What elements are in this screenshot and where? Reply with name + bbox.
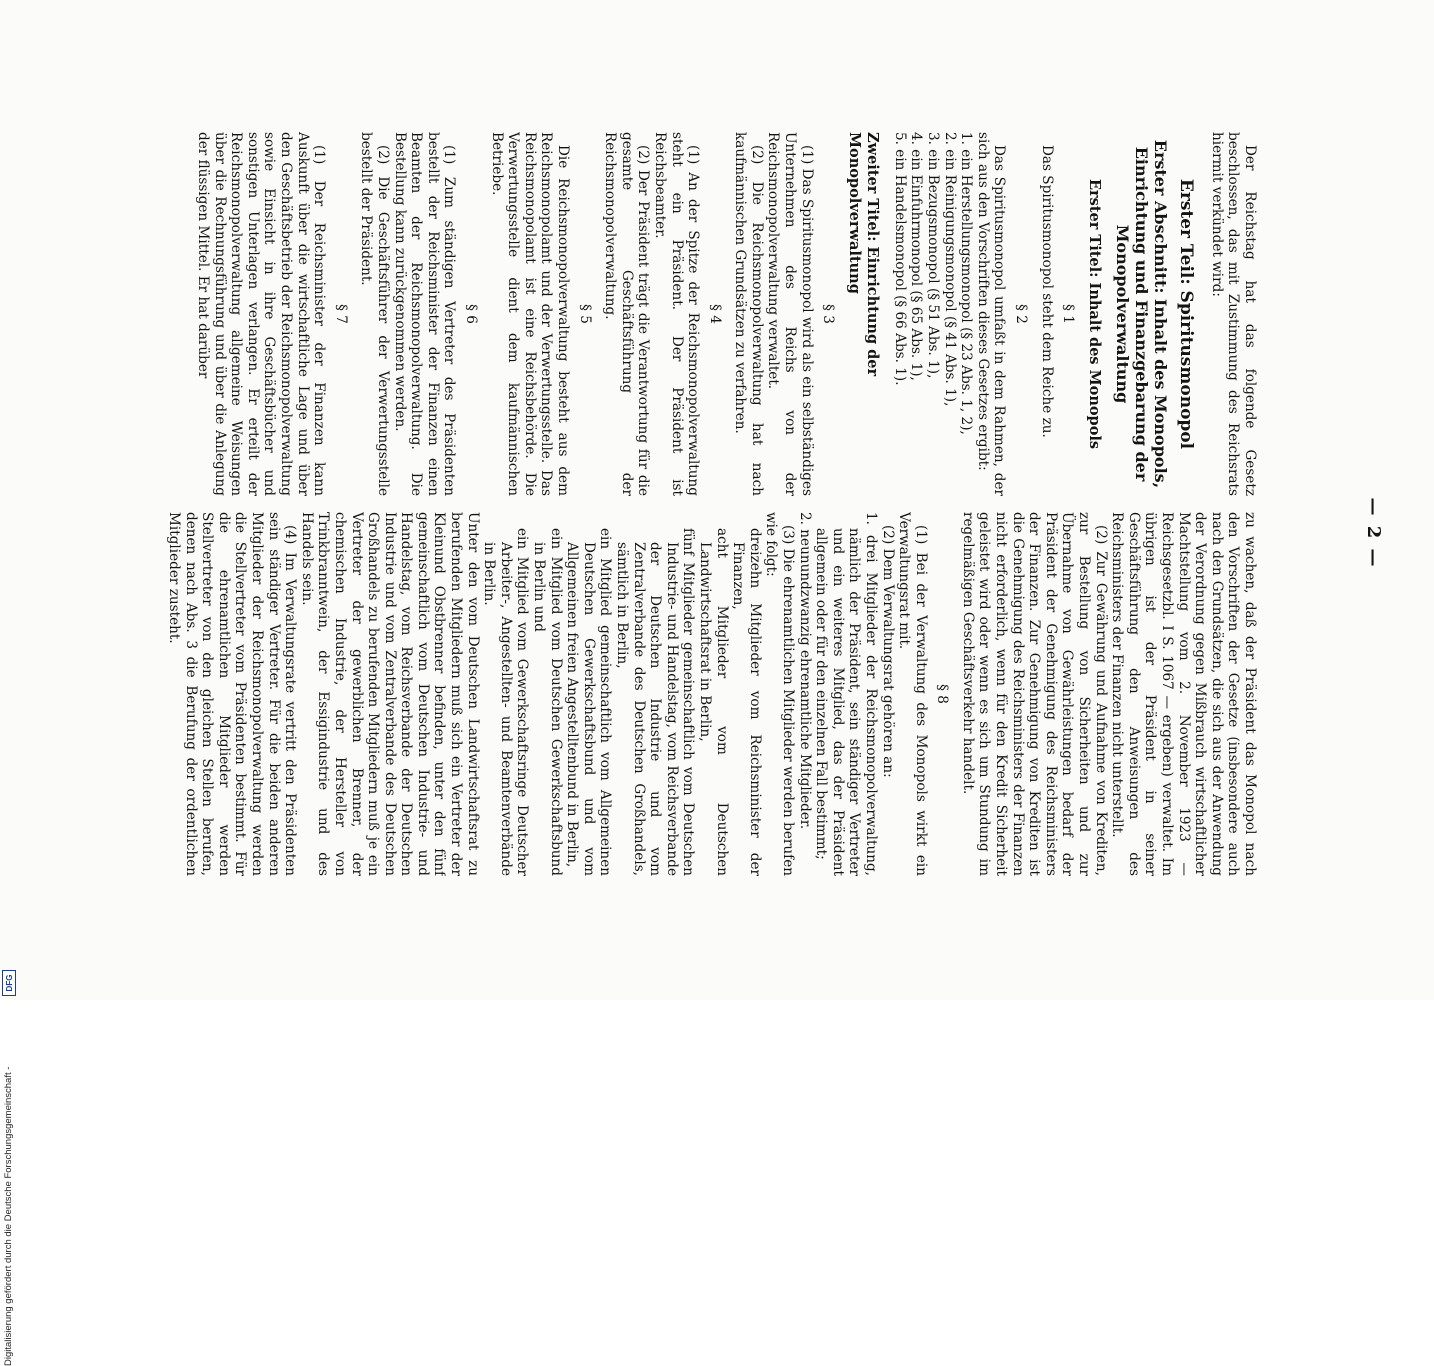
list-item: 5. ein Handelsmonopol (§ 66 Abs. 1). [891, 132, 908, 386]
section-8-paragraph: (2) Dem Verwaltungsrat gehören an: [879, 525, 896, 778]
section-heading: Erster Abschnitt: Inhalt des Monopols, Einrichtung und Finanzgebarung der Monopolverwaltung [1113, 139, 1171, 489]
list-item: 3. ein Bezugsmonopol (§ 51 Abs. 1), [925, 132, 942, 379]
continued-paragraph: (2) Zur Gewährung und Aufnahme von Krediten, zur Bestellung von Sicherheiten und zur Übernahme von Gewährleistungen bedarf der Präsident der Genehmigung des Reichsministers der Finanzen. Zur Genehmigung von Krediten ist die Genehmigung des Reichsministers der Finanzen nicht erforderlich, wenn für den Kredit Sicherheit geleistet wird oder wenn es sich um Stundung im regelmäßigen Geschäftsverkehr handelt. [959, 512, 1109, 876]
dfg-logo-text: DFG [5, 974, 14, 992]
member-item: acht Mitglieder vom Deutschen Landwirtschaftsrat in Berlin, [697, 528, 730, 876]
section-7-heading: § 7 [332, 304, 349, 324]
section-8-paragraph: (4) Im Verwaltungsrate vertritt den Präsidenten sein ständiger Vertreter. Für die beiden anderen Mitglieder der Reichsmonopolverwaltung werden die Stellvertreter vom Präsidenten bestimmt. Für die ehrenamtlichen Mitglieder werden Stellvertreter von den gleichen Stellen berufen, denen nach Abs. 3 die Berufung der ordentlichen Mitglieder zusteht. [166, 512, 299, 876]
section-6-paragraph: (1) Zum ständigen Vertreter des Präsidenten bestellt der Reichsminister der Finanzen einen Beamten der Reichsmonopolverwaltung. Die Bestellung kann zurückgenommen werden. [391, 132, 458, 496]
list-item: 2. neunundzwanzig ehrenamtliche Mitglieder. [796, 512, 813, 830]
section-5-paragraph: Die Reichsmonopolverwaltung besteht aus dem Reichsmonopolamt und der Verwertungsstelle. Das Reichsmonopolamt ist eine Reichsbehörde. Die Verwertungsstelle dient dem kaufmännischen Betriebe. [488, 132, 571, 496]
section-1-heading: § 1 [1060, 304, 1077, 324]
section-3-paragraph: (1) Das Spiritusmonopol wird als ein selbständiges Unternehmen des Reichs von der Reichsmonopolverwaltung verwaltet. [765, 132, 815, 496]
page-number: — 2 — [1363, 497, 1384, 569]
part-heading: Erster Teil: Spiritusmonopol [1176, 178, 1197, 450]
member-item: ein Mitglied vom Gewerkschaftsringe Deutscher Arbeiter-, Angestellten- und Beamtenverbände in Berlin. [481, 528, 531, 876]
list-item: 1. ein Herstellungsmonopol (§ 23 Abs. 1, 2), [958, 132, 975, 435]
member-item: ein Mitglied vom Deutschen Gewerkschaftsbund in Berlin und [531, 528, 564, 876]
section-5-heading: § 5 [576, 304, 593, 324]
section-8-paragraph: Unter den vom Deutschen Landwirtschaftsrat zu berufenden Mitgliedern muß sich ein Vertreter der Kleinund Obstbrenner befinden, unter den fünf gemeinschaftlich vom Deutschen Industrie- und Handelstag, vom Reichsverbande der Deutschen Industrie und vom Zentralverbande des Deutschen Großhandels zu berufenden Mitgliedern muß je ein Vertreter der gewerblichen Brenner, der chemischen Industrie, der Hersteller von Trinkbranntwein, der Essigindustrie und des Handels sein. [298, 512, 481, 876]
section-3-heading: § 3 [820, 304, 837, 324]
section-6-heading: § 6 [463, 304, 479, 324]
list-item: 4. ein Einfuhrmonopol (§ 65 Abs. 1), [908, 132, 925, 381]
section-4-paragraph: (1) An der Spitze der Reichsmonopolverwaltung steht ein Präsident. Der Präsident ist Reichsbeamter. [651, 132, 702, 496]
left-column [108, 132, 1258, 496]
section-7-paragraph: (1) Der Reichsminister der Finanzen kann Auskunft über die wirtschaftliche Lage und über den Geschäftsbetrieb der Reichsmonopolverwaltung sowie Einsicht in ihre Geschäftsbücher und sonstigen Unterlagen verlangen. Er erteilt der Reichsmonopolverwaltung allgemeine Weisungen über die Rechnungsführung und über die Anlegung der flüssigen Mittel. Er hat darüber [195, 132, 328, 496]
section-2-heading: § 2 [1013, 304, 1030, 324]
section-8-heading: § 8 [934, 684, 951, 704]
footer [2, 596, 16, 1366]
right-column [108, 512, 1258, 876]
member-item: dreizehn Mitglieder vom Reichsminister der Finanzen, [730, 528, 763, 876]
title-heading-1: Erster Titel: Inhalt des Monopols [1086, 178, 1104, 450]
section-4-heading: § 4 [706, 304, 723, 324]
continued-text: zu wachen, daß der Präsident das Monopol nach den Vorschriften der Gesetze (insbesondere auch nach den Grundsätzen, die sich aus der Anwendung der Verordnung gegen Mißbrauch wirtschaftlicher Machtstellung vom 2. November 1923 — Reichsgesetzbl. I S. 1067 — ergeben) verwaltet. Im übrigen ist der Präsident in seiner Geschäftsführung den Anweisungen des Reichsministers der Finanzen nicht unterstellt. [1109, 512, 1258, 876]
list-item: 1. drei Mitglieder der Reichsmonopolverwaltung, nämlich der Präsident, sein ständiger Vertreter und ein weiteres Mitglied, das der Präsident allgemein oder für den einzelnen Fall bestimmt; [813, 512, 879, 876]
section-2-text: Das Spiritusmonopol umfaßt in dem Rahmen, der sich aus den Vorschriften dieses Gesetzes ergibt: [974, 132, 1008, 496]
list-item: 2. ein Reinigungsmonopol (§ 41 Abs. 1), [941, 132, 958, 407]
section-6-paragraph: (2) Die Geschäftsführer der Verwertungsstelle bestellt der Präsident. [358, 132, 392, 496]
member-item: fünf Mitglieder gemeinschaftlich vom Deutschen Industrie- und Handelstag, vom Reichsverbande der Deutschen Industrie und vom Zentralverbande des Deutschen Großhandels, sämtlich in Berlin, [614, 528, 697, 876]
member-item: ein Mitglied gemeinschaftlich vom Allgemeinen Deutschen Gewerkschaftsbund und vom Allgemeinen freien Angestelltenbund in Berlin, [564, 528, 614, 876]
section-3-paragraph: (2) Die Reichsmonopolverwaltung hat nach kaufmännischen Grundsätzen zu verfahren. [732, 132, 765, 496]
section-1-text: Das Spiritusmonopol steht dem Reiche zu. [1038, 145, 1055, 438]
title-heading-2: Zweiter Titel: Einrichtung der Monopolverwaltung [846, 132, 882, 377]
dfg-logo [2, 970, 16, 996]
intro-text: Der Reichstag hat das folgende Gesetz beschlossen, das mit Zustimmung des Reichsrats hiermit verkündet wird: [1208, 132, 1258, 496]
section-8-paragraph: (1) Bei der Verwaltung des Monopols wirkt ein Verwaltungsrat mit. [896, 512, 929, 876]
footer-credit: Digitalisierung gefördert durch die Deutsche Forschungsgemeinschaft - [3, 1066, 14, 1366]
section-8-paragraph: (3) Die ehrenamtlichen Mitglieder werden berufen wie folgt: [763, 512, 796, 876]
section-4-paragraph: (2) Der Präsident trägt die Verantwortung für die gesamte Geschäftsführung der Reichsmonopolverwaltung. [602, 132, 652, 496]
